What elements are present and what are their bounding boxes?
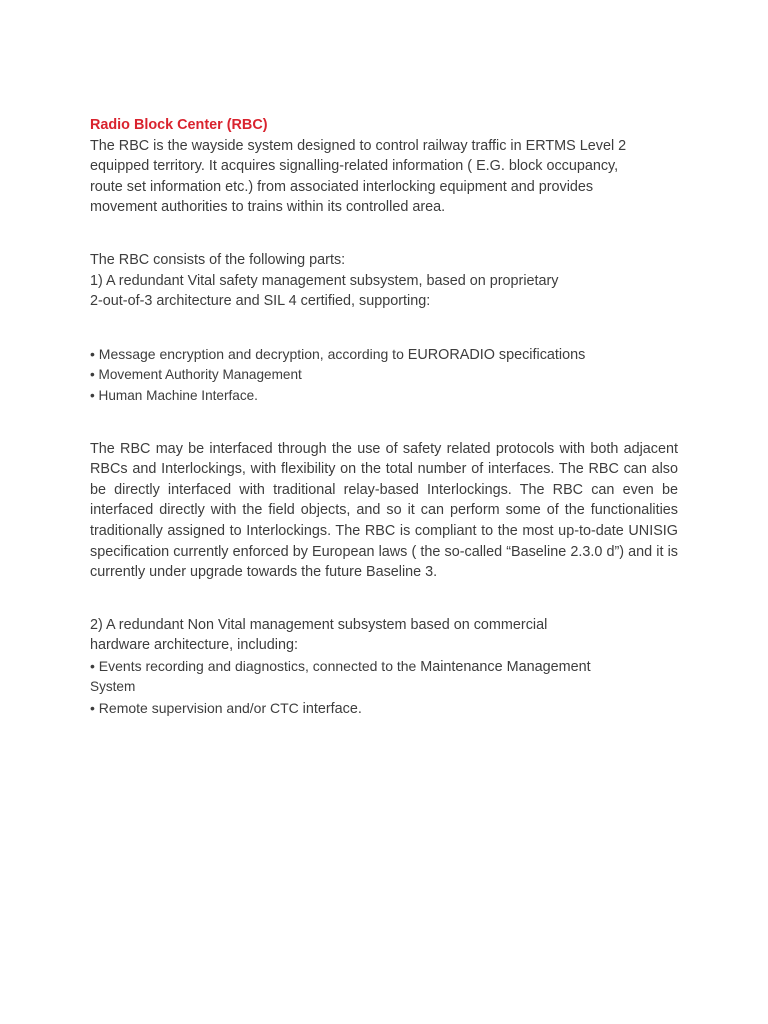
spacer [90, 407, 678, 439]
spacer [90, 583, 678, 615]
spacer [90, 218, 678, 250]
part2-section [90, 615, 678, 656]
bullet-item: • Movement Authority Management [90, 367, 302, 383]
bullet-text: interface. [302, 701, 362, 718]
part1-line: 2-out-of-3 architecture and SIL 4 certified, supporting: [90, 293, 431, 310]
part2-bullet-list [90, 656, 678, 720]
bullet-text: EURORADIO specifications [407, 346, 586, 363]
intro-line: equipped territory. It acquires signalling-related information ( E.G. block occupancy, [90, 158, 619, 175]
parts-section [90, 250, 678, 312]
document-title: Radio Block Center (RBC) [90, 117, 268, 133]
intro-line: The RBC is the wayside system designed to control railway traffic in ERTMS Level 2 [90, 137, 627, 154]
bullet-text: • Message encryption and decryption, according to [90, 345, 408, 362]
intro-line: movement authorities to trains within its controlled area. [90, 199, 446, 216]
part2-line: 2) A redundant Non Vital management subsystem based on commercial [90, 616, 548, 633]
intro-paragraph [90, 136, 678, 218]
bullet-continuation: System [90, 679, 136, 695]
part1-line: 1) A redundant Vital safety management subsystem, based on proprietary [90, 272, 559, 289]
part2-line: hardware architecture, including: [90, 637, 298, 654]
part1-bullet-list [90, 344, 678, 407]
bullet-item [90, 656, 678, 678]
bullet-text: Maintenance Management [420, 658, 591, 675]
bullet-item [90, 698, 678, 720]
bullet-item: • Human Machine Interface. [90, 387, 258, 403]
bullet-item [90, 344, 678, 366]
parts-intro: The RBC consists of the following parts: [90, 251, 346, 268]
bullet-text: • Events recording and diagnostics, connected to the [90, 657, 421, 674]
intro-line: route set information etc.) from associated interlocking equipment and provides [90, 178, 594, 195]
document-page [90, 115, 678, 720]
bullet-text: • Remote supervision and/or CTC [90, 700, 303, 717]
spacer [90, 312, 678, 344]
interface-paragraph: The RBC may be interfaced through the use of safety related protocols with both adjacent RBCs and Interlockings, with flexibility on the total number of interfaces. The RBC can also be directly interfaced with traditional relay-based Interlockings. The RBC can even be interfaced directly with the field objects, and so it can perform some of the functionalities traditionally assigned to Interlockings. The RBC is compliant to the most up-to-date UNISIG specification currently enforced by European laws ( the so-called “Baseline 2.3.0 d”) and it is currently under upgrade towards the future Baseline 3. [90, 440, 678, 581]
